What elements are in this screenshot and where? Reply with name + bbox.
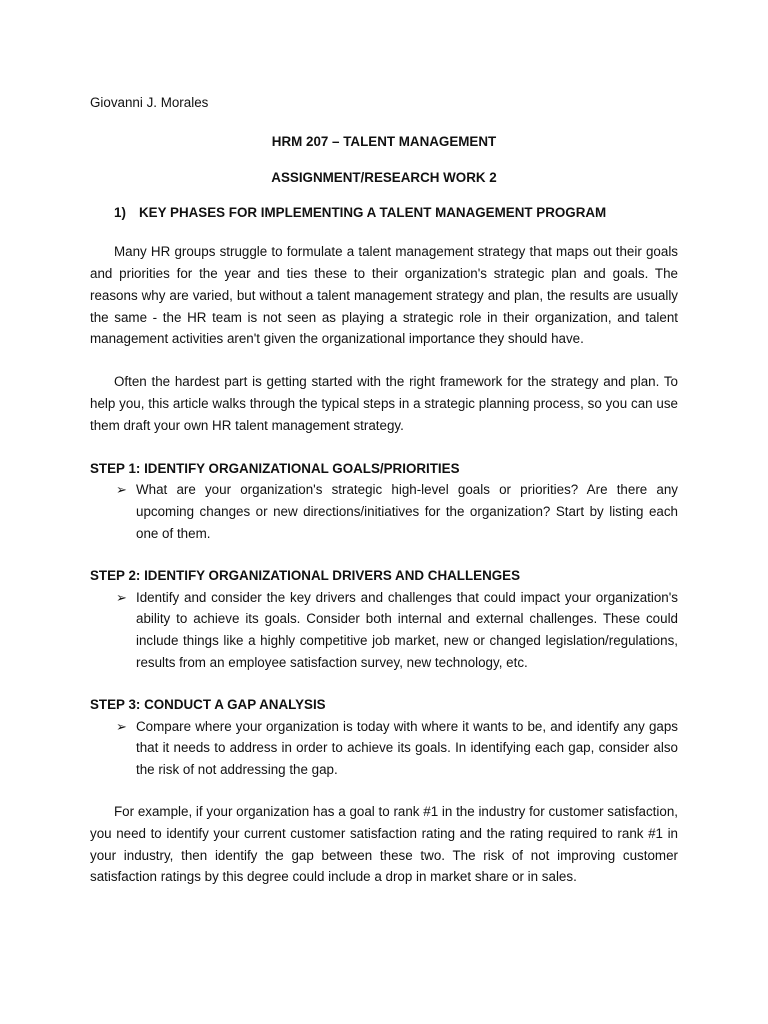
course-title: HRM 207 – TALENT MANAGEMENT bbox=[271, 133, 497, 149]
intro-paragraph-2: Often the hardest part is getting started with the right framework for the strategy and plan. To help you, this article walks through the typical steps in a strategic planning process, so you can use them draft your own HR talent management strategy. bbox=[90, 374, 678, 433]
arrow-bullet-icon: ➢ bbox=[116, 718, 127, 734]
step-2-bullet bbox=[90, 587, 678, 674]
step-1 bbox=[90, 458, 678, 545]
step-2-bullet-text: Identify and consider the key drivers and challenges that could impact your organization's ability to achieve its goals. Consider both internal and external challenges. These could include things like a highly competitive job market, new or changed legislation/regulations, results from an employee satisfaction survey, new technology, etc. bbox=[136, 589, 678, 670]
author-name: Giovanni J. Morales bbox=[90, 95, 209, 110]
arrow-bullet-icon: ➢ bbox=[116, 589, 127, 605]
section-heading bbox=[90, 202, 678, 224]
arrow-bullet-icon: ➢ bbox=[116, 482, 127, 498]
step-2 bbox=[90, 565, 678, 674]
step-3-bullet bbox=[90, 716, 678, 781]
intro-paragraph-1: Many HR groups struggle to formulate a talent management strategy that maps out their goals and priorities for the year and ties these to their organization's strategic plan and goals. The reasons why are varied, but without a talent management strategy and plan, the results are usually the same - the HR team is not seen as playing a strategic role in their organization, and talent management activities aren't given the organizational importance they should have. bbox=[90, 244, 678, 347]
step-1-heading: STEP 1: IDENTIFY ORGANIZATIONAL GOALS/PRIORITIES bbox=[90, 460, 460, 476]
step-3 bbox=[90, 694, 678, 781]
step-1-bullet-text: What are your organization's strategic high-level goals or priorities? Are there any upcoming changes or new directions/initiatives for the organization? Start by listing each one of them. bbox=[136, 482, 678, 541]
step-1-bullet bbox=[90, 479, 678, 544]
step-3-bullet-text: Compare where your organization is today with where it wants to be, and identify any gaps that it needs to address in order to achieve its goals. In identifying each gap, consider also the risk of not addressing the gap. bbox=[136, 718, 678, 778]
section-number: 1) bbox=[114, 205, 126, 221]
step-2-heading: STEP 2: IDENTIFY ORGANIZATIONAL DRIVERS AND CHALLENGES bbox=[90, 567, 521, 583]
assignment-title: ASSIGNMENT/RESEARCH WORK 2 bbox=[271, 169, 497, 185]
example-paragraph: For example, if your organization has a goal to rank #1 in the industry for customer satisfaction, you need to identify your current customer satisfaction rating and the rating required to rank #1 in your industry, then identify the gap between these two. The risk of not improving customer satisfaction ratings by this degree could include a drop in market share or in sales. bbox=[90, 803, 678, 885]
step-3-heading: STEP 3: CONDUCT A GAP ANALYSIS bbox=[90, 696, 326, 712]
section-title: KEY PHASES FOR IMPLEMENTING A TALENT MANAGEMENT PROGRAM bbox=[139, 205, 607, 221]
